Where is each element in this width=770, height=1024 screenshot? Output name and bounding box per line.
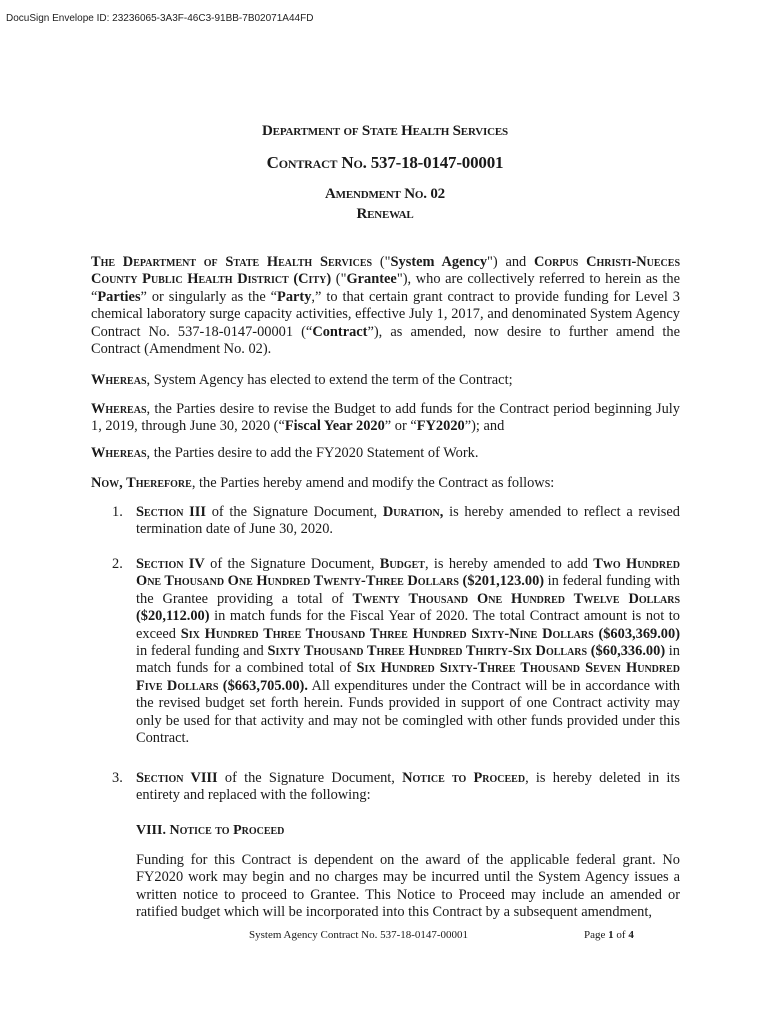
docusign-envelope-id: DocuSign Envelope ID: 23236065-3A3F-46C3-91BB-7B02071A44FD	[6, 13, 314, 24]
party-term: Party	[277, 288, 312, 305]
whereas-paragraph-3: Whereas, the Parties desire to add the FY2020 Statement of Work.	[91, 445, 479, 461]
notice-to-proceed-heading: VIII. Notice to Proceed	[136, 823, 285, 838]
whereas-paragraph-2: Whereas, the Parties desire to revise the Budget to add funds for the Contract period beginning July 1, 2019, through June 30, 2020 (“Fiscal Year 2020” or “FY2020”); and	[91, 401, 680, 435]
grantee-name: Corpus Christi-Nueces County Public Health District (City)	[91, 254, 680, 288]
contract-term: Contract	[312, 323, 368, 340]
agency-name: The Department of State Health Services	[91, 254, 373, 270]
system-agency-term: System Agency	[390, 254, 488, 270]
item-number: 3.	[112, 770, 123, 786]
page-number: Page 1 of 4	[584, 929, 634, 941]
now-therefore-paragraph: Now, Therefore, the Parties hereby amend and modify the Contract as follows:	[91, 475, 555, 491]
list-item: Section VIII of the Signature Document, Notice to Proceed, is hereby deleted in its entirety and replaced with the following:	[136, 770, 680, 804]
item-number: 1.	[112, 504, 123, 520]
intro-paragraph: The Department of State Health Services ("System Agency") and Corpus Christi-Nueces County Public Health District (City) ("Grantee"), who are collectively referred to herein as the “Parties” or singularly as the “Party,” to that certain grant contract to provide funding for Level 3 chemical laboratory surge capacity activities, effective July 1, 2017, and denominated System Agency Contract No. 537-18-0147-00001 (“Contract”), as amended, now desire to further amend the Contract (Amendment No. 02).	[91, 254, 681, 358]
department-title: Department of State Health Services	[262, 123, 508, 139]
notice-to-proceed-text: Funding for this Contract is dependent on the award of the applicable federal grant. No FY2020 work may begin and no charges may be incurred until the System Agency issues a written notice to proceed to Grantee. This Notice to Proceed may include an amended or ratified budget which will be incorporated into this Contract by a subsequent amendment,	[136, 852, 680, 921]
footer-contract-ref: System Agency Contract No. 537-18-0147-00001	[249, 929, 469, 941]
item-number: 2.	[112, 556, 123, 572]
renewal-title: Renewal	[356, 206, 414, 222]
amendment-title: Amendment No. 02	[325, 186, 445, 202]
parties-term: Parties	[97, 288, 141, 305]
grantee-term: Grantee	[346, 271, 397, 288]
list-item: Section III of the Signature Document, Duration, is hereby amended to reflect a revised termination date of June 30, 2020.	[136, 504, 680, 538]
list-item: Section IV of the Signature Document, Budget, is hereby amended to add Two Hundred One Thousand One Hundred Twenty-Three Dollars ($201,123.00) in federal funding with the Grantee providing a total of Twenty Thousand One Hundred Twelve Dollars ($20,112.00) in match funds for the Fiscal Year of 2020. The total Contract amount is not to exceed Six Hundred Three Thousand Three Hundred Sixty-Nine Dollars ($603,369.00) in federal funding and Sixty Thousand Three Hundred Thirty-Six Dollars ($60,336.00) in match funds for a combined total of Six Hundred Sixty-Three Thousand Seven Hundred Five Dollars ($663,705.00). All expenditures under the Contract will be in accordance with the revised budget set forth herein. Funds provided in support of one Contract activity may only be used for that activity and may not be comingled with other funds provided under this Contract.	[136, 556, 681, 747]
contract-number-title: Contract No. 537-18-0147-00001	[266, 153, 504, 172]
whereas-paragraph-1: Whereas, System Agency has elected to extend the term of the Contract;	[91, 372, 513, 388]
